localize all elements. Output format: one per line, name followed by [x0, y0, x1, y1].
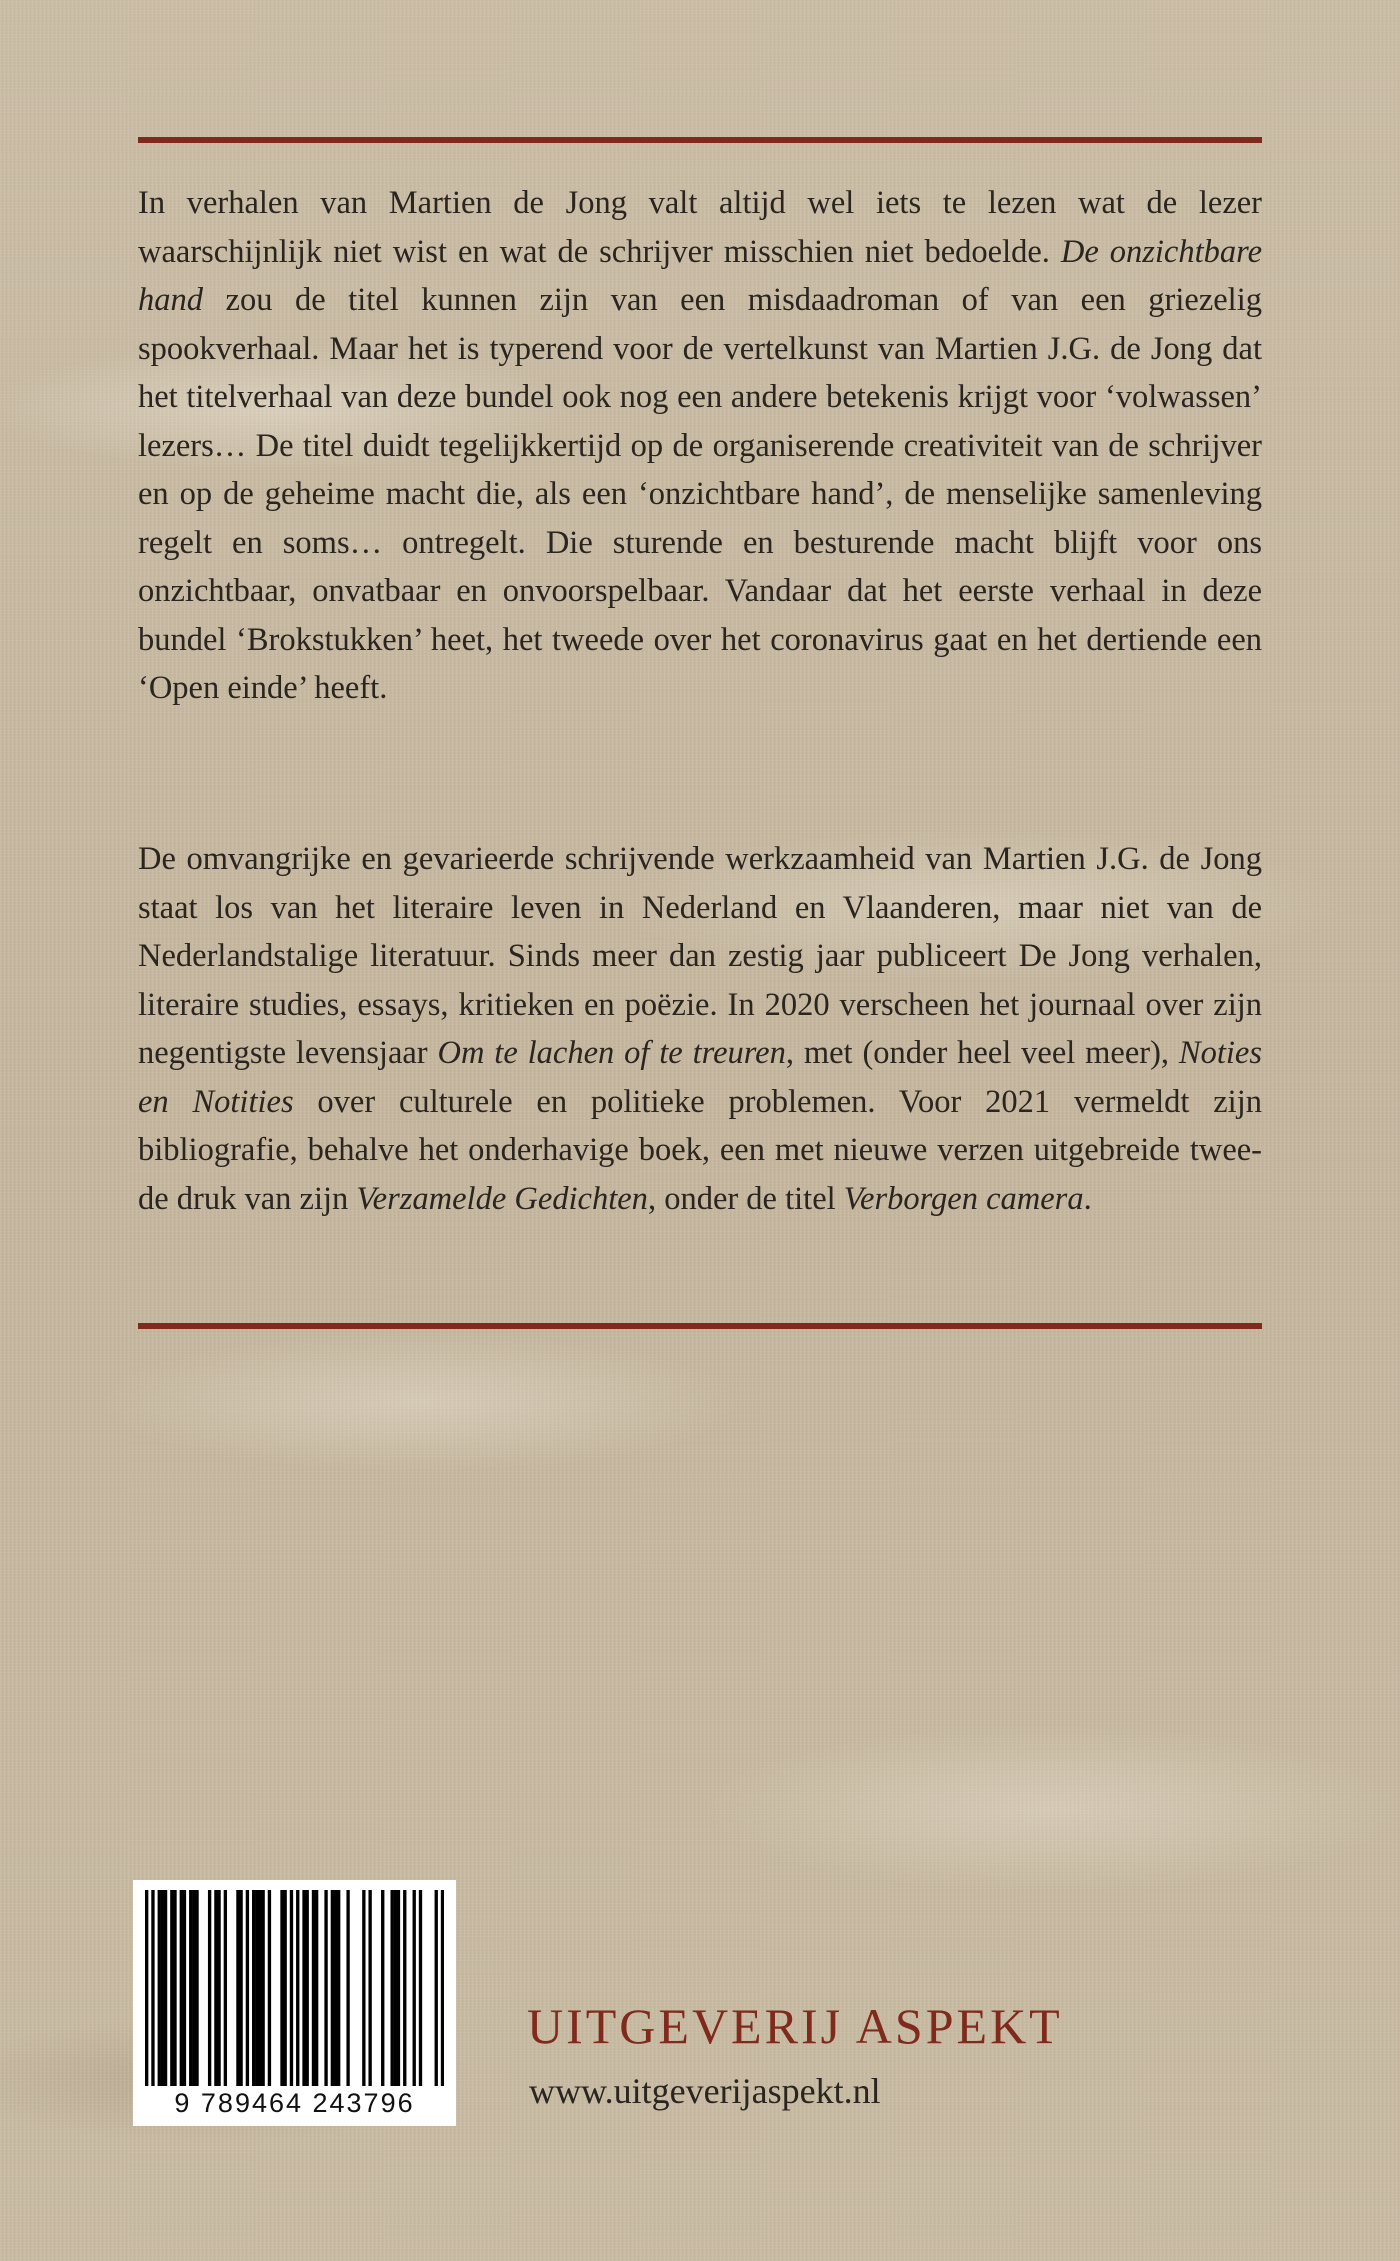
barcode-bar — [290, 1890, 293, 2086]
barcode-bar — [164, 1890, 167, 2086]
barcode-bar — [239, 1890, 242, 2086]
barcode-bar — [283, 1890, 286, 2086]
book-title-italic: Noties en Notities — [138, 1035, 1262, 1120]
barcode-bar — [306, 1890, 309, 2086]
barcode-bar — [381, 1890, 384, 2086]
book-title-italic: Verborgen camera — [843, 1180, 1084, 1217]
barcode-bar — [419, 1890, 422, 2086]
barcode-bar — [394, 1890, 397, 2086]
publisher-url: www.uitgeverijaspekt.nl — [529, 2071, 881, 2111]
bottom-divider-rule — [138, 1323, 1262, 1329]
blurb-text: , met (onder heel veel meer), — [785, 1035, 1179, 1071]
barcode-bar — [302, 1890, 305, 2086]
barcode-bar — [258, 1890, 261, 2086]
barcode-bars-icon — [145, 1890, 444, 2086]
top-divider-rule — [138, 137, 1262, 143]
barcode-bar — [413, 1890, 416, 2086]
barcode-bar — [261, 1890, 264, 2086]
barcode-bar — [403, 1890, 406, 2086]
barcode-bar — [268, 1890, 271, 2086]
barcode-bar — [145, 1890, 148, 2086]
barcode-bar — [189, 1890, 192, 2086]
isbn-number: 9 789464 243796 — [174, 2088, 415, 2118]
book-title-italic: De onzichtbare hand — [138, 233, 1262, 318]
barcode-bar — [183, 1890, 186, 2086]
barcode-bar — [435, 1890, 438, 2086]
blurb-text: , onder de titel — [647, 1180, 844, 1217]
barcode-bar — [246, 1890, 249, 2086]
blurb-paragraph-2 — [138, 835, 1262, 1223]
barcode-bar — [334, 1890, 337, 2086]
barcode-bar — [208, 1890, 211, 2086]
barcode-bar — [192, 1890, 195, 2086]
barcode-bar — [158, 1890, 161, 2086]
barcode-bar — [180, 1890, 183, 2086]
blurb-text: over culturele en politieke problemen. Voor 2021 vermeldt zijn bibliografie, behalve het onderhavige boek, een met nieuwe verzen uitgebreide tweede druk van zijn — [138, 1083, 1262, 1217]
barcode-bar — [255, 1890, 258, 2086]
barcode-bar — [331, 1890, 334, 2086]
blurb-paragraph-1 — [138, 179, 1262, 713]
barcode-bar — [173, 1890, 176, 2086]
blurb-text: . — [1083, 1180, 1092, 1217]
barcode-bar — [296, 1890, 299, 2086]
barcode-bar — [362, 1890, 365, 2086]
barcode-bar — [312, 1890, 315, 2086]
barcode-bar — [397, 1890, 400, 2086]
barcode-bar — [252, 1890, 255, 2086]
barcode-bar — [337, 1890, 340, 2086]
barcode-bar — [170, 1890, 173, 2086]
barcode-bar — [151, 1890, 154, 2086]
book-title-italic: Verzamelde Gedichten — [356, 1180, 648, 1217]
blurb-text: zou de titel kunnen zijn van een misdaadroman of van een griezelig spookverhaal. Maar het is typerend voor de vertelkunst van Martien J.G. de Jong dat het titelverhaal van deze bundel ook nog een andere betekenis krijgt voor ‘volwassen’ lezers… De titel duidt tegelijkkertijd op de organiserende creativiteit van de schrijver en op de geheime macht die, als een ‘onzichtbare hand’, de menselijke samenleving regelt en soms… ontregelt. Die sturende en besturende macht blijft voor ons onzichtbaar, onvatbaar en onvoorspelbaar. Vandaar dat het eerste verhaal in deze bundel ‘Brokstukken’ heet, het tweede over het coronavirus gaat en het dertiende een ‘Open einde’ heeft. — [138, 282, 1262, 706]
barcode-bar — [280, 1890, 283, 2086]
barcode-bar — [324, 1890, 327, 2086]
barcode-bar — [368, 1890, 371, 2086]
blurb-text: De omvangrijke en gevarieerde schrijvende werkzaamheid van Martien J.G. de Jong staat los van het literaire leven in Nederland en Vlaanderen, maar niet van de Nederlandstalige literatuur. Sinds meer dan zestig jaar publiceert De Jong verhalen, literaire studies, essays, kritieken en poëzie. In 2020 verscheen het journaal over zijn negentigste levensjaar — [138, 841, 1262, 1071]
barcode-bar — [161, 1890, 164, 2086]
barcode-bar — [390, 1890, 393, 2086]
barcode-bar — [346, 1890, 349, 2086]
barcode-bar — [224, 1890, 227, 2086]
barcode-bar — [236, 1890, 239, 2086]
isbn-barcode — [133, 1880, 456, 2126]
barcode-bar — [217, 1890, 220, 2086]
barcode-bar — [214, 1890, 217, 2086]
barcode-bar — [315, 1890, 318, 2086]
barcode-bar — [195, 1890, 198, 2086]
blurb-text: In verhalen van Martien de Jong valt altijd wel iets te lezen wat de lezer waarschijnlijk niet wist en wat de schrijver misschien niet bedoelde. — [138, 185, 1262, 270]
publisher-name: UITGEVERIJ ASPEKT — [527, 1998, 1063, 2054]
book-title-italic: Om te lachen of te treuren — [437, 1035, 786, 1071]
barcode-bar — [441, 1890, 444, 2086]
